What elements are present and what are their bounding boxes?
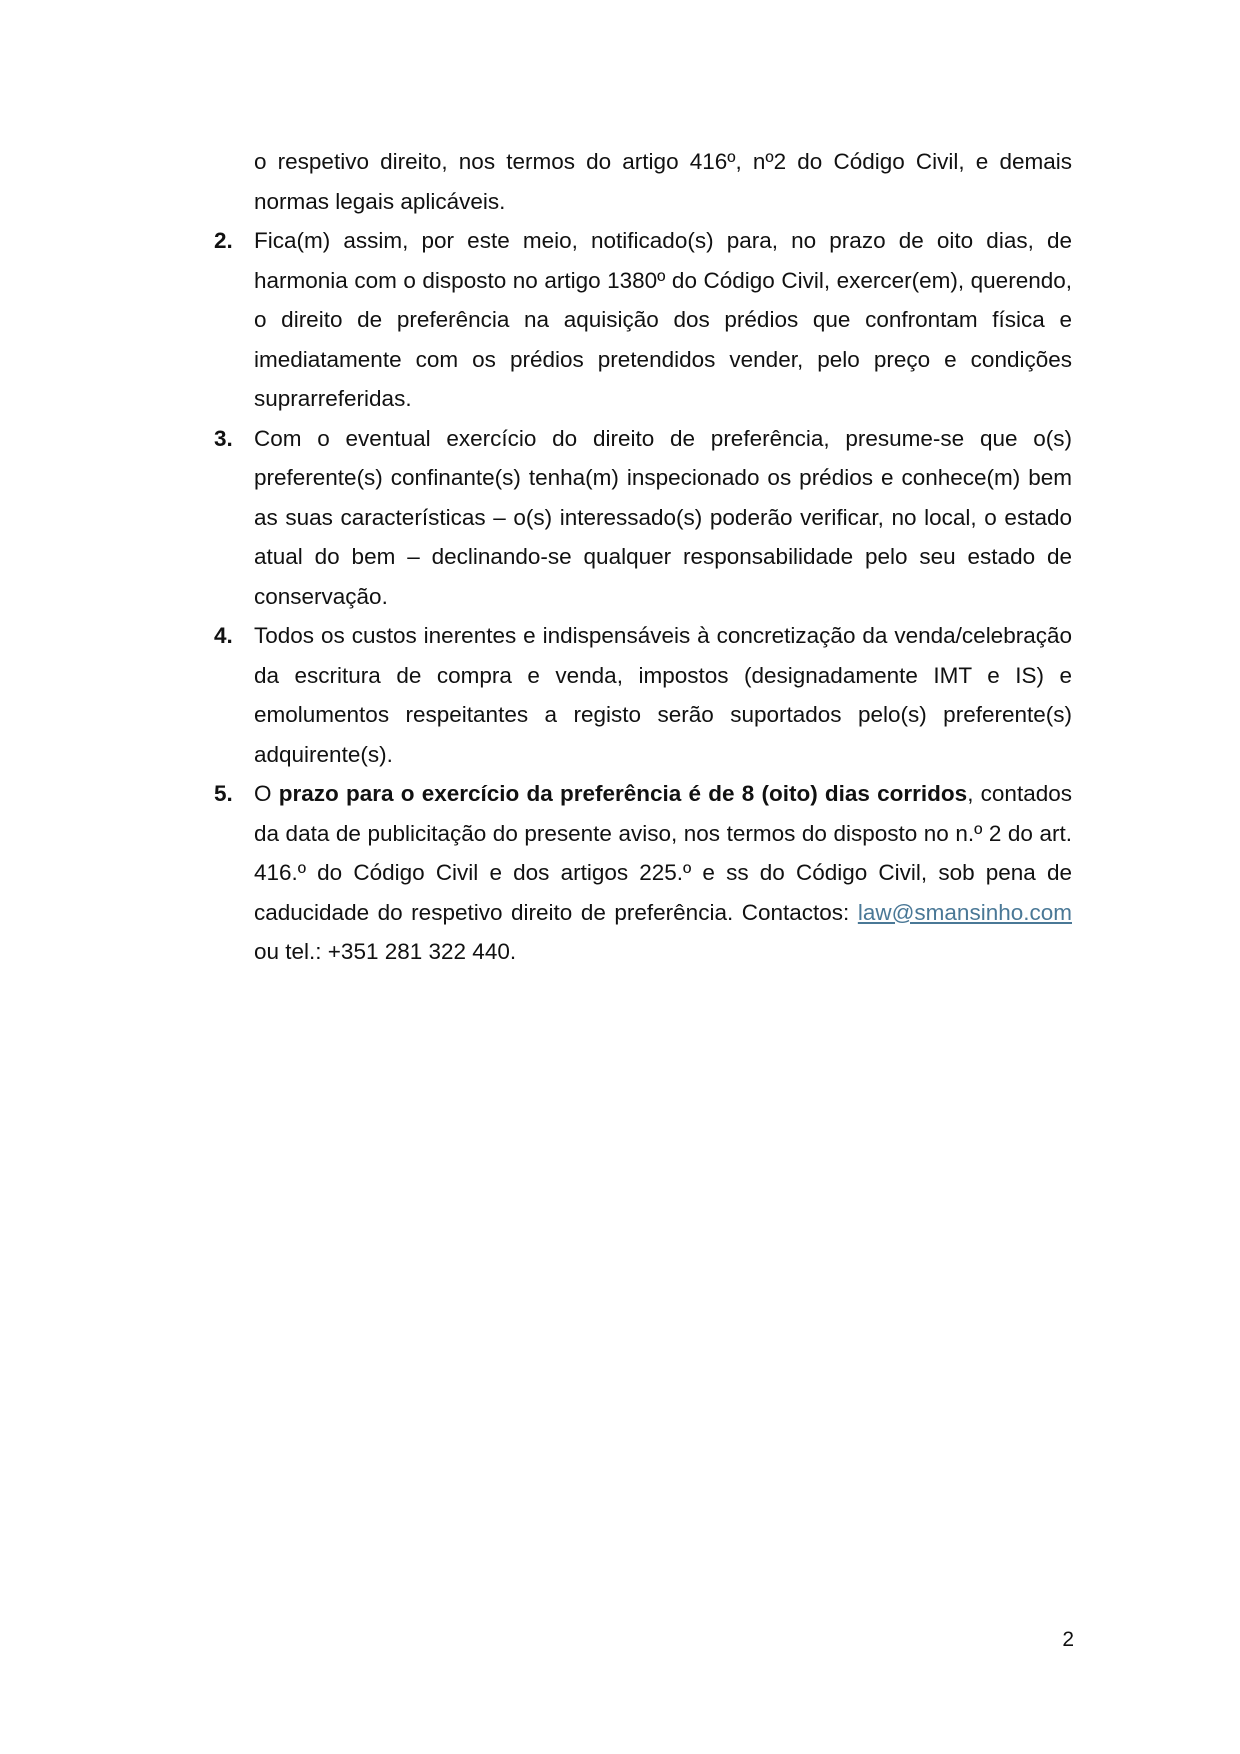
paragraph-text: Com o eventual exercício do direito de preferência, presume-se que o(s) preferente(s) confinante(s) tenha(m) inspecionado os prédios e conhece(m) bem as suas características – o(s) interessado(s) poderão verificar, no local, o estado atual do bem – declinando-se qualquer responsabilidade pelo seu estado de conservação. [254,425,1072,609]
item-number: 4. [214,623,233,648]
item-number: 5. [214,781,233,806]
list-item-5 [214,774,1072,972]
paragraph-text: o respetivo direito, nos termos do artigo 416º, nº2 do Código Civil, e demais normas legais aplicáveis. [254,149,1072,214]
paragraph-text: Todos os custos inerentes e indispensáveis à concretização da venda/celebração da escritura de compra e venda, impostos (designadamente IMT e IS) e emolumentos respeitantes a registo serão suportados pelo(s) preferente(s) adquirente(s). [254,623,1072,767]
list-item-continuation [214,142,1072,221]
paragraph-text: Fica(m) assim, por este meio, notificado(s) para, no prazo de oito dias, de harmonia com o disposto no artigo 1380º do Código Civil, exercer(em), querendo, o direito de preferência na aquisição dos prédios que confrontam física e imediatamente com os prédios pretendidos vender, pelo preço e condições suprarreferidas. [254,228,1072,411]
item-number: 3. [214,425,233,451]
deadline-emphasis: prazo para o exercício da preferência é de 8 (oito) dias corridos [278,781,968,806]
paragraph-text-middle: , contados da data de publicitação do presente aviso, nos termos do disposto no n.º 2 do art. 416.º do Código Civil e dos artigos 225.º e ss do Código Civil, sob pena de caducidade do respetivo direito de preferência. Contactos: [254,781,1072,925]
list-item-3 [214,419,1072,617]
page-number: 2 [1062,1628,1074,1651]
list-item-2 [214,221,1072,419]
paragraph-text-start: O [254,781,279,806]
contact-email-link[interactable]: law@smansinho.com [857,899,1072,925]
list-item-4 [214,616,1072,774]
paragraph-text-end: ou tel.: +351 281 322 440. [254,939,517,964]
item-number: 2. [214,228,233,253]
numbered-list [214,142,1072,972]
